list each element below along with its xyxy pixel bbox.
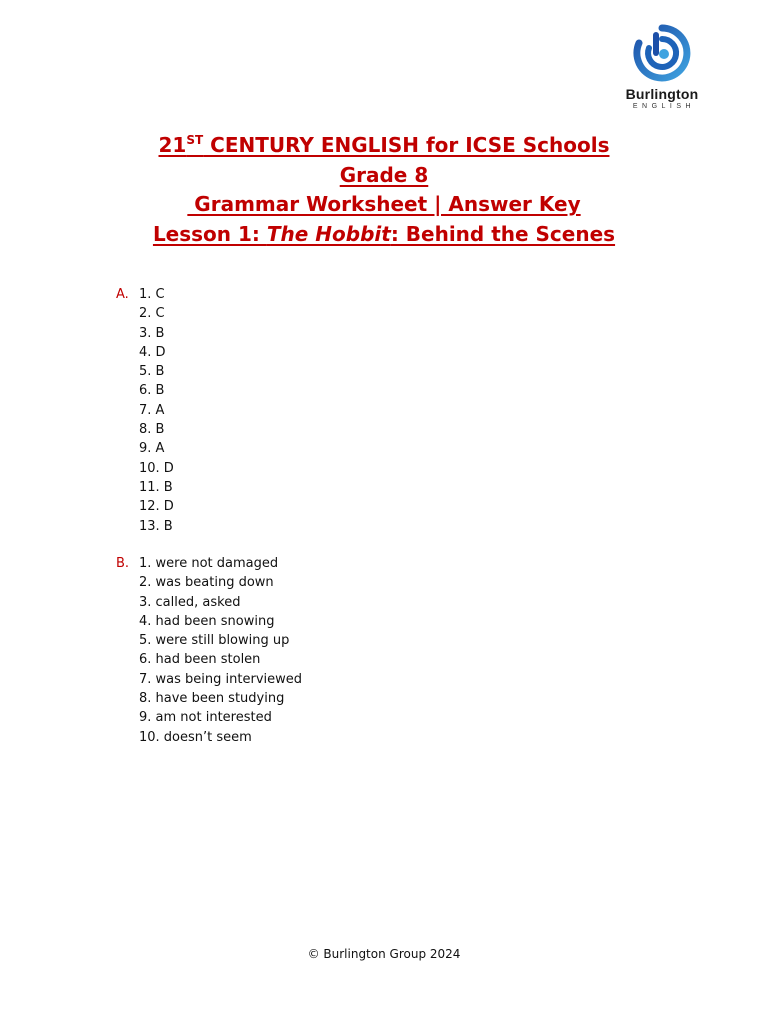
- heading-line-3: [0, 190, 768, 220]
- list-item: 8. B: [139, 422, 165, 438]
- list-item: 12. D: [139, 499, 174, 515]
- section-b-label: B.: [116, 556, 130, 571]
- list-item: 9. am not interested: [139, 710, 272, 726]
- logo-brand-text: Burlington: [625, 86, 699, 102]
- heading-century-number: 21: [158, 133, 187, 157]
- heading-lesson-book-title: The Hobbit: [266, 221, 391, 246]
- list-item: 6. B: [139, 383, 165, 399]
- list-item: 13. B: [139, 518, 173, 534]
- heading-worksheet-title: Grammar Worksheet | Answer Key: [187, 192, 581, 216]
- list-item: 2. C: [139, 306, 165, 322]
- list-item: 10. doesn’t seem: [139, 729, 252, 745]
- heading-line-1-text: [159, 133, 610, 157]
- section-b: [116, 554, 302, 747]
- list-item: 8. have been studying: [139, 691, 285, 707]
- heading-lesson-prefix: Lesson 1:: [152, 221, 267, 246]
- list-item: 2. was beating down: [139, 575, 274, 591]
- document-heading: [0, 126, 768, 249]
- heading-line-1: [0, 126, 768, 161]
- footer-copyright: © Burlington Group 2024: [307, 947, 461, 961]
- list-item: 5. B: [139, 364, 165, 380]
- heading-lesson-suffix: : Behind the Scenes: [390, 221, 616, 246]
- list-item: 5. were still blowing up: [139, 633, 290, 649]
- heading-line-4: [0, 220, 768, 250]
- section-a-answers: [116, 285, 174, 536]
- list-item: 9. A: [139, 441, 165, 457]
- list-item: 4. had been snowing: [139, 613, 275, 629]
- list-item: 7. was being interviewed: [139, 671, 303, 687]
- list-item: 11. B: [139, 479, 173, 495]
- burlington-swirl-icon: [631, 24, 693, 82]
- heading-line-2: [0, 161, 768, 191]
- heading-century-suffix: ST: [186, 133, 204, 147]
- heading-lesson-title: [153, 222, 615, 246]
- list-item: 4. D: [139, 344, 166, 360]
- heading-course-title: CENTURY ENGLISH for ICSE Schools: [203, 133, 610, 157]
- burlington-logo: [614, 24, 710, 110]
- list-item: 10. D: [139, 460, 174, 476]
- list-item: 3. called, asked: [139, 594, 241, 610]
- list-item: 1. C: [139, 287, 165, 302]
- list-item: 6. had been stolen: [139, 652, 261, 668]
- logo-sub-text: ENGLISH: [632, 103, 696, 110]
- section-a-label: A.: [116, 287, 129, 302]
- section-a: [116, 285, 174, 536]
- list-item: 1. were not damaged: [139, 556, 279, 571]
- list-item: 3. B: [139, 325, 165, 341]
- section-b-answers: [116, 554, 302, 747]
- list-item: 7. A: [139, 402, 165, 418]
- heading-grade: Grade 8: [339, 162, 429, 187]
